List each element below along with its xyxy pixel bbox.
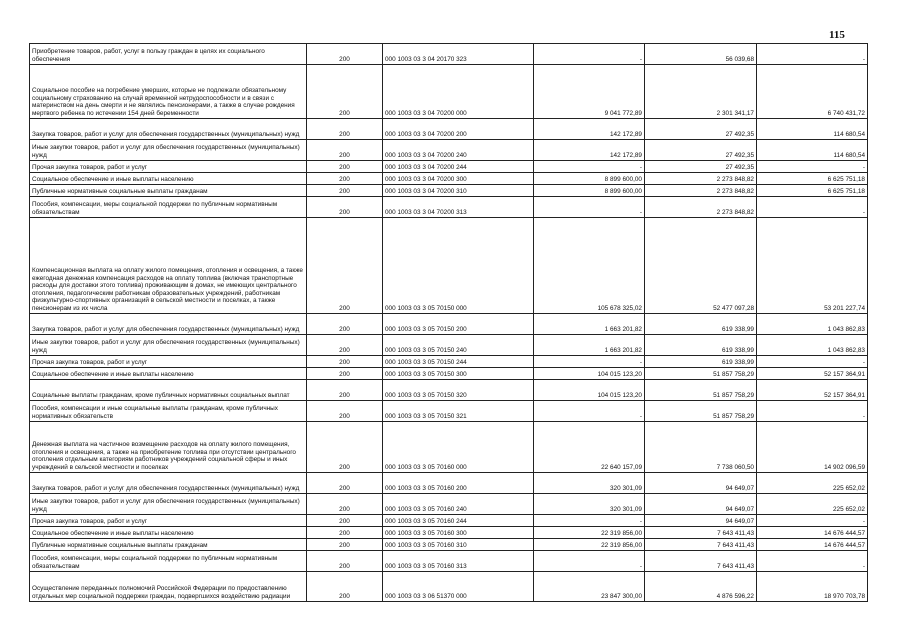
- row-line-code: 200: [307, 539, 383, 551]
- row-name: Закупка товаров, работ и услуг для обеспечения государственных (муниципальных) нужд: [30, 314, 307, 335]
- row-unexecuted-amount: -: [757, 401, 868, 422]
- row-executed-amount: 94 649,07: [645, 473, 757, 494]
- row-budget-classification-code: 000 1003 03 3 05 70150 320: [383, 380, 534, 401]
- row-name: Социальные выплаты гражданам, кроме публичных нормативных социальных выплат: [30, 380, 307, 401]
- table-row: [30, 572, 868, 602]
- page-number: 115: [829, 29, 845, 41]
- table-row: [30, 119, 868, 140]
- row-name: Социальное обеспечение и иные выплаты населению: [30, 368, 307, 380]
- table-row: [30, 380, 868, 401]
- table-row: [30, 401, 868, 422]
- row-budget-classification-code: 000 1003 03 3 04 70200 244: [383, 161, 534, 173]
- row-unexecuted-amount: 18 970 703,78: [757, 572, 868, 602]
- row-executed-amount: 619 338,99: [645, 314, 757, 335]
- table-row: [30, 335, 868, 356]
- row-name: Иные закупки товаров, работ и услуг для обеспечения государственных (муниципальных) нужд: [30, 335, 307, 356]
- table-row: [30, 140, 868, 161]
- row-unexecuted-amount: 1 043 862,83: [757, 314, 868, 335]
- row-line-code: 200: [307, 494, 383, 515]
- table-row: [30, 551, 868, 572]
- row-executed-amount: 27 492,35: [645, 119, 757, 140]
- row-budget-classification-code: 000 1003 03 3 05 70160 310: [383, 539, 534, 551]
- row-unexecuted-amount: 114 680,54: [757, 119, 868, 140]
- row-budget-classification-code: 000 1003 03 3 04 70200 200: [383, 119, 534, 140]
- row-executed-amount: 51 857 758,29: [645, 401, 757, 422]
- row-budget-classification-code: 000 1003 03 3 04 70200 000: [383, 65, 534, 119]
- row-approved-amount: -: [534, 401, 645, 422]
- row-name: Прочая закупка товаров, работ и услуг: [30, 515, 307, 527]
- row-approved-amount: 1 663 201,82: [534, 314, 645, 335]
- row-unexecuted-amount: 53 201 227,74: [757, 218, 868, 314]
- row-unexecuted-amount: 52 157 364,91: [757, 368, 868, 380]
- row-unexecuted-amount: 6 740 431,72: [757, 65, 868, 119]
- row-approved-amount: 1 663 201,82: [534, 335, 645, 356]
- row-executed-amount: 2 301 341,17: [645, 65, 757, 119]
- table-row: [30, 356, 868, 368]
- row-approved-amount: 142 172,89: [534, 140, 645, 161]
- row-executed-amount: 619 338,99: [645, 356, 757, 368]
- row-executed-amount: 27 492,35: [645, 140, 757, 161]
- row-budget-classification-code: 000 1003 03 3 05 70160 200: [383, 473, 534, 494]
- row-line-code: 200: [307, 527, 383, 539]
- row-name: Иные закупки товаров, работ и услуг для обеспечения государственных (муниципальных) нужд: [30, 494, 307, 515]
- row-budget-classification-code: 000 1003 03 3 05 70150 240: [383, 335, 534, 356]
- table-row: [30, 539, 868, 551]
- table-row: [30, 185, 868, 197]
- row-name: Публичные нормативные социальные выплаты гражданам: [30, 185, 307, 197]
- table-row: [30, 473, 868, 494]
- row-budget-classification-code: 000 1003 03 3 04 70200 240: [383, 140, 534, 161]
- table-row: [30, 44, 868, 65]
- table-row: [30, 368, 868, 380]
- row-budget-classification-code: 000 1003 03 3 05 70160 313: [383, 551, 534, 572]
- row-approved-amount: 105 678 325,02: [534, 218, 645, 314]
- row-line-code: 200: [307, 218, 383, 314]
- row-approved-amount: 320 301,09: [534, 494, 645, 515]
- row-approved-amount: 8 899 600,00: [534, 173, 645, 185]
- row-name: Пособия, компенсации, меры социальной поддержки по публичным нормативным обязательствам: [30, 551, 307, 572]
- table-row: [30, 314, 868, 335]
- table-row: [30, 65, 868, 119]
- row-name: Публичные нормативные социальные выплаты гражданам: [30, 539, 307, 551]
- row-name: Осуществление переданных полномочий Российской Федерации по предоставлению отдельных мер социальной поддержки граждан, подвергшихся воздействию радиации: [30, 572, 307, 602]
- row-line-code: 200: [307, 185, 383, 197]
- row-approved-amount: -: [534, 356, 645, 368]
- row-name: Социальное пособие на погребение умерших, которые не подлежали обязательному социальному страхованию на случай временной нетрудоспособности и в связи с материнством на день смерти и не являлись пенсионерами, а также в случае рождения мертвого ребенка по истечении 154 дней беременности: [30, 65, 307, 119]
- row-approved-amount: 104 015 123,20: [534, 368, 645, 380]
- row-approved-amount: 23 847 300,00: [534, 572, 645, 602]
- row-line-code: 200: [307, 335, 383, 356]
- row-name: Закупка товаров, работ и услуг для обеспечения государственных (муниципальных) нужд: [30, 473, 307, 494]
- row-name: Иные закупки товаров, работ и услуг для обеспечения государственных (муниципальных) нужд: [30, 140, 307, 161]
- row-executed-amount: 56 039,68: [645, 44, 757, 65]
- row-executed-amount: 2 273 848,82: [645, 185, 757, 197]
- row-unexecuted-amount: 14 676 444,57: [757, 539, 868, 551]
- row-line-code: 200: [307, 197, 383, 218]
- row-name: Социальное обеспечение и иные выплаты населению: [30, 527, 307, 539]
- row-line-code: 200: [307, 173, 383, 185]
- row-executed-amount: 94 649,07: [645, 515, 757, 527]
- row-name: Денежная выплата на частичное возмещение расходов на оплату жилого помещения, отопления и освещения, а также на приобретение топлива при отсутствии центрального отопления отдельным категориям работников учреждений социальной сферы и иных учреждений в сельской местности и поселках: [30, 422, 307, 473]
- row-name: Пособия, компенсации и иные социальные выплаты гражданам, кроме публичных нормативных обязательств: [30, 401, 307, 422]
- row-line-code: 200: [307, 44, 383, 65]
- row-budget-classification-code: 000 1003 03 3 05 70150 200: [383, 314, 534, 335]
- row-name: Прочая закупка товаров, работ и услуг: [30, 356, 307, 368]
- row-approved-amount: 8 899 600,00: [534, 185, 645, 197]
- row-approved-amount: 9 041 772,89: [534, 65, 645, 119]
- row-line-code: 200: [307, 356, 383, 368]
- row-line-code: 200: [307, 515, 383, 527]
- row-unexecuted-amount: -: [757, 161, 868, 173]
- row-approved-amount: -: [534, 515, 645, 527]
- row-executed-amount: 51 857 758,29: [645, 368, 757, 380]
- row-unexecuted-amount: 6 625 751,18: [757, 173, 868, 185]
- row-unexecuted-amount: 225 652,02: [757, 494, 868, 515]
- row-name: Социальное обеспечение и иные выплаты населению: [30, 173, 307, 185]
- table-row: [30, 197, 868, 218]
- row-executed-amount: 94 649,07: [645, 494, 757, 515]
- row-unexecuted-amount: -: [757, 356, 868, 368]
- table-row: [30, 173, 868, 185]
- row-line-code: 200: [307, 314, 383, 335]
- row-approved-amount: 320 301,09: [534, 473, 645, 494]
- row-budget-classification-code: 000 1003 03 3 04 70200 300: [383, 173, 534, 185]
- row-line-code: 200: [307, 572, 383, 602]
- row-budget-classification-code: 000 1003 03 3 05 70160 244: [383, 515, 534, 527]
- row-line-code: 200: [307, 368, 383, 380]
- row-executed-amount: 4 876 596,22: [645, 572, 757, 602]
- row-executed-amount: 2 273 848,82: [645, 173, 757, 185]
- row-line-code: 200: [307, 65, 383, 119]
- row-executed-amount: 2 273 848,82: [645, 197, 757, 218]
- row-unexecuted-amount: -: [757, 197, 868, 218]
- row-executed-amount: 7 643 411,43: [645, 527, 757, 539]
- row-executed-amount: 7 643 411,43: [645, 539, 757, 551]
- table-row: [30, 422, 868, 473]
- row-name: Приобретение товаров, работ, услуг в пользу граждан в целях их социального обеспечения: [30, 44, 307, 65]
- table-row: [30, 515, 868, 527]
- row-unexecuted-amount: -: [757, 44, 868, 65]
- table-row: [30, 218, 868, 314]
- row-line-code: 200: [307, 422, 383, 473]
- table-row: [30, 494, 868, 515]
- budget-execution-table: [29, 43, 868, 602]
- row-approved-amount: -: [534, 44, 645, 65]
- row-budget-classification-code: 000 1003 03 3 05 70160 240: [383, 494, 534, 515]
- row-approved-amount: 142 172,89: [534, 119, 645, 140]
- row-budget-classification-code: 000 1003 03 3 05 70160 300: [383, 527, 534, 539]
- row-approved-amount: 104 015 123,20: [534, 380, 645, 401]
- row-executed-amount: 7 738 060,50: [645, 422, 757, 473]
- row-approved-amount: 22 319 856,00: [534, 539, 645, 551]
- row-executed-amount: 619 338,99: [645, 335, 757, 356]
- row-name: Пособия, компенсации, меры социальной поддержки по публичным нормативным обязательствам: [30, 197, 307, 218]
- row-line-code: 200: [307, 161, 383, 173]
- row-unexecuted-amount: 14 676 444,57: [757, 527, 868, 539]
- row-budget-classification-code: 000 1003 03 3 05 70160 000: [383, 422, 534, 473]
- row-unexecuted-amount: 225 652,02: [757, 473, 868, 494]
- row-budget-classification-code: 000 1003 03 3 05 70150 000: [383, 218, 534, 314]
- row-line-code: 200: [307, 473, 383, 494]
- table-row: [30, 161, 868, 173]
- row-name: Компенсационная выплата на оплату жилого помещения, отопления и освещения, а также ежегодная денежная компенсация расходов на оплату топлива (включая транспортные расходы для доставки этого топлива) проживающим в домах, не имеющих центрального отопления, педагогическим работникам образовательных учреждений, работникам физкультурно-спортивных организаций в сельской местности и поселках, а также пенсионерам из их числа: [30, 218, 307, 314]
- row-unexecuted-amount: 114 680,54: [757, 140, 868, 161]
- row-budget-classification-code: 000 1003 03 3 06 51370 000: [383, 572, 534, 602]
- row-approved-amount: -: [534, 161, 645, 173]
- row-unexecuted-amount: 52 157 364,91: [757, 380, 868, 401]
- row-approved-amount: 22 640 157,09: [534, 422, 645, 473]
- table-row: [30, 527, 868, 539]
- row-unexecuted-amount: -: [757, 551, 868, 572]
- row-executed-amount: 7 643 411,43: [645, 551, 757, 572]
- row-approved-amount: -: [534, 197, 645, 218]
- row-line-code: 200: [307, 551, 383, 572]
- row-unexecuted-amount: -: [757, 515, 868, 527]
- row-unexecuted-amount: 14 902 096,59: [757, 422, 868, 473]
- row-budget-classification-code: 000 1003 03 3 04 70200 310: [383, 185, 534, 197]
- row-budget-classification-code: 000 1003 03 3 05 70150 300: [383, 368, 534, 380]
- row-approved-amount: -: [534, 551, 645, 572]
- row-executed-amount: 51 857 758,29: [645, 380, 757, 401]
- row-line-code: 200: [307, 119, 383, 140]
- row-line-code: 200: [307, 401, 383, 422]
- row-approved-amount: 22 319 856,00: [534, 527, 645, 539]
- row-line-code: 200: [307, 140, 383, 161]
- row-budget-classification-code: 000 1003 03 3 04 20170 323: [383, 44, 534, 65]
- row-unexecuted-amount: 6 625 751,18: [757, 185, 868, 197]
- row-executed-amount: 52 477 097,28: [645, 218, 757, 314]
- row-executed-amount: 27 492,35: [645, 161, 757, 173]
- row-budget-classification-code: 000 1003 03 3 05 70150 321: [383, 401, 534, 422]
- row-budget-classification-code: 000 1003 03 3 05 70150 244: [383, 356, 534, 368]
- row-line-code: 200: [307, 380, 383, 401]
- row-budget-classification-code: 000 1003 03 3 04 70200 313: [383, 197, 534, 218]
- row-name: Закупка товаров, работ и услуг для обеспечения государственных (муниципальных) нужд: [30, 119, 307, 140]
- row-name: Прочая закупка товаров, работ и услуг: [30, 161, 307, 173]
- row-unexecuted-amount: 1 043 862,83: [757, 335, 868, 356]
